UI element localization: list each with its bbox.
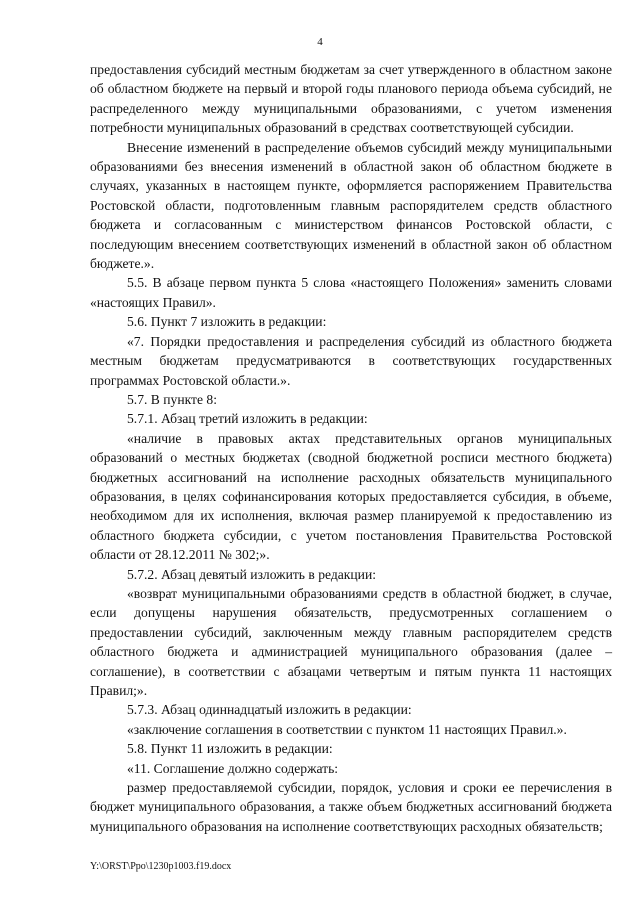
- file-path-footer: Y:\ORST\Ppo\1230p1003.f19.docx: [90, 861, 232, 872]
- paragraph-5: «7. Порядки предоставления и распределения субсидий из областного бюджета местным бюджетам предусматриваются в соответствующих государственных программах Ростовской области.».: [90, 333, 612, 388]
- paragraph-3: 5.5. В абзаце первом пункта 5 слова «настоящего Положения» заменить словами «настоящих Правил».: [90, 275, 612, 310]
- paragraph-7: 5.7.1. Абзац третий изложить в редакции:: [127, 411, 368, 427]
- paragraph-10: «возврат муниципальными образованиями средств в областной бюджет, в случае, если допущены нарушения обязательств, предусмотренных соглашением о предоставлении субсидий, заключенным между главным распорядителем средств областного бюджета и администрацией муниципального образования (далее – соглашение), в соответствии с абзацами четвертым и пятым пункта 11 настоящих Правил;».: [90, 585, 612, 698]
- page-number: 4: [317, 36, 323, 48]
- paragraph-8: «наличие в правовых актах представительных органов муниципальных образований о местных бюджетах (сводной бюджетной росписи местного бюджета) бюджетных ассигнований на исполнение расходных обязательств муниципального образования, в целях софинансирования которых предоставляется субсидия, в объеме, необходимом для их исполнения, включая размер планируемой к предоставлению из областного бюджета субсидии, с учетом постановления Правительства Ростовской области от 28.12.2011 № 302;».: [90, 430, 612, 563]
- body-text: [90, 60, 612, 836]
- paragraph-4: 5.6. Пункт 7 изложить в редакции:: [127, 314, 327, 330]
- paragraph-2: Внесение изменений в распределение объемов субсидий между муниципальными образованиями без внесения изменений в областной закон об областном бюджете в случаях, указанных в настоящем пункте, оформляется распоряжением Правительства Ростовской области, подготовленным главным распорядителем средств областного бюджета и согласованным с министерством финансов Ростовской области, с последующим внесением соответствующих изменений в областной закон об областном бюджете.».: [90, 139, 612, 272]
- paragraph-1: предоставления субсидий местным бюджетам за счет утвержденного в областном законе об областном бюджете на первый и второй годы планового периода объема субсидий, не распределенного между муниципальными образованиями, с учетом изменения потребности муниципальных образований в средствах соответствующей субсидии.: [90, 62, 612, 136]
- paragraph-13: 5.8. Пункт 11 изложить в редакции:: [127, 741, 333, 757]
- paragraph-12: «заключение соглашения в соответствии с пунктом 11 настоящих Правил.».: [127, 721, 567, 737]
- paragraph-11: 5.7.3. Абзац одиннадцатый изложить в редакции:: [127, 702, 412, 718]
- paragraph-15: размер предоставляемой субсидии, порядок, условия и сроки ее перечисления в бюджет муниципального образования, а также объем бюджетных ассигнований бюджета муниципального образования на исполнение соответствующих расходных обязательств;: [90, 780, 612, 834]
- paragraph-9: 5.7.2. Абзац девятый изложить в редакции:: [127, 566, 377, 582]
- paragraph-14: «11. Соглашение должно содержать:: [127, 760, 339, 776]
- paragraph-6: 5.7. В пункте 8:: [127, 391, 217, 407]
